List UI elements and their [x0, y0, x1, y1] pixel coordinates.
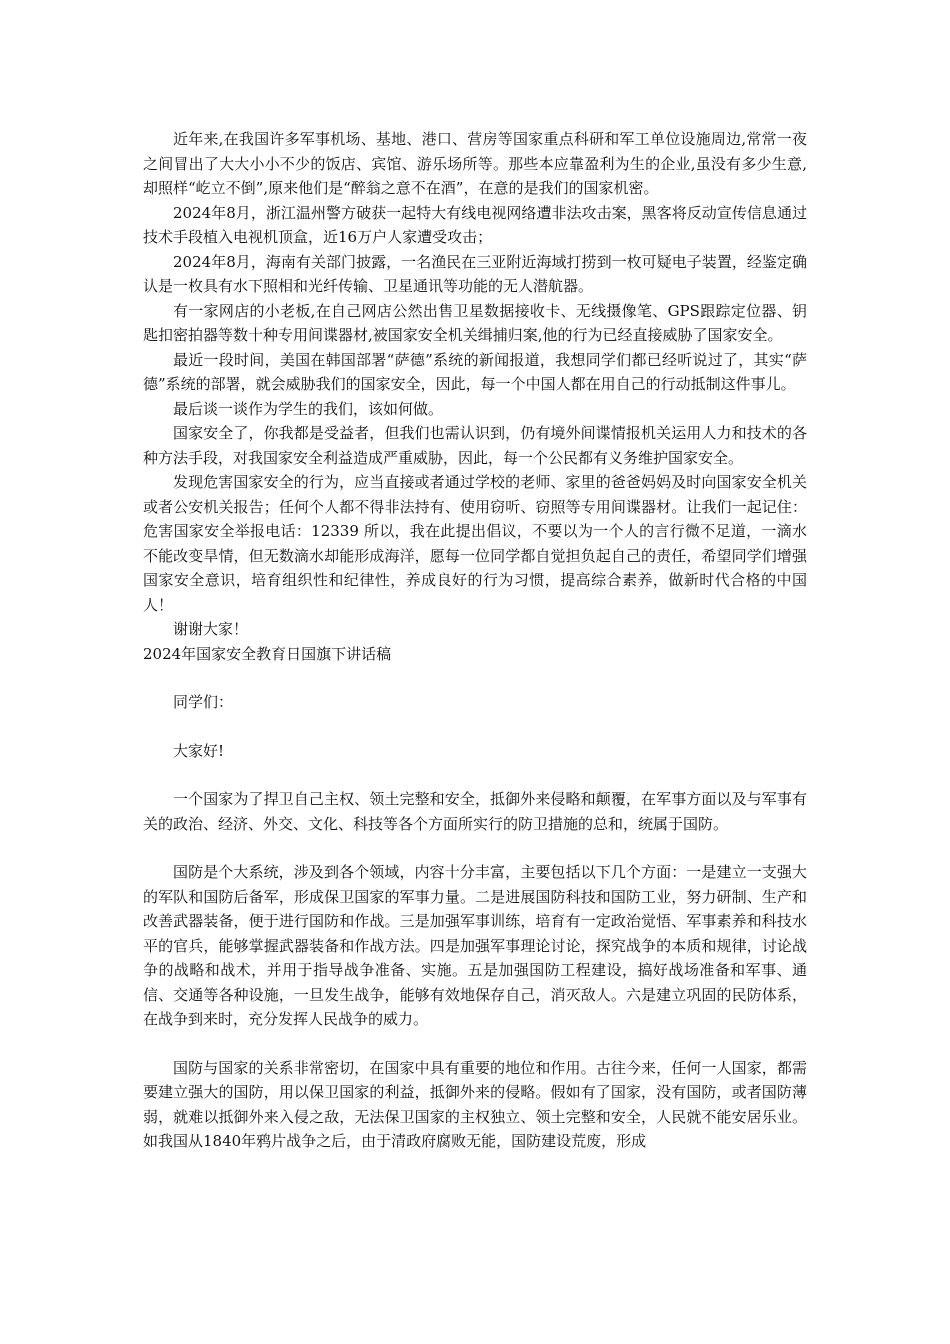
- paragraph-military-facilities: 近年来,在我国许多军事机场、基地、港口、营房等国家重点科研和军工单位设施周边,常常一夜之间冒出了大大小小不少的饭店、宾馆、游乐场所等。那些本应靠盈利为生的企业,虽没有多少生意,却照样“屹立不倒”,原来他们是“醉翁之意不在酒”，在意的是我们的国家机密。: [143, 130, 807, 197]
- document-page: [143, 127, 807, 1154]
- paragraph-what-students-do: 最后谈一谈作为学生的我们，该如何做。: [173, 399, 444, 418]
- paragraph-hainan-case: 2024年8月，海南有关部门披露，一名渔民在三亚附近海域打捞到一枚可疑电子装置，经鉴定确认是一枚具有水下照相和光纤传输、卫星通讯等功能的无人潜航器。: [143, 252, 807, 295]
- paragraph-beneficiaries: 国家安全了，你我都是受益者，但我们也需认识到，仍有境外间谍情报机关运用人力和技术的各种方法手段，对我国家安全利益造成严重威胁，因此，每一个公民都有义务维护国家安全。: [143, 424, 807, 467]
- paragraph-defense-system: 国防是个大系统，涉及到各个领域，内容十分丰富，主要包括以下几个方面：一是建立一支强大的军队和国防后备军，形成保卫国家的军事力量。二是进展国防科技和国防工业，努力研制、生产和改善武器装备，便于进行国防和作战。三是加强军事训练，培育有一定政治觉悟、军事素养和科技水平的官兵，能够掌握武器装备和作战方法。四是加强军事理论讨论，探究战争的本质和规律，讨论战争的战略和战术，并用于指导战争准备、实施。五是加强国防工程建设，搞好战场准备和军事、通信、交通等各种设施，一旦发生战争，能够有效地保存自己，消灭敌人。六是建立巩固的民防体系，在战争到来时，充分发挥人民战争的威力。: [143, 863, 807, 1028]
- spacer: [143, 836, 807, 860]
- spacer: [143, 763, 807, 787]
- paragraph-thaad: 最近一段时间，美国在韩国部署“萨德”系统的新闻报道，我想同学们都已经听说过了，其实“萨德”系统的部署，就会威胁我们的国家安全，因此，每一个中国人都在用自己的行动抵制这件事儿。: [143, 350, 807, 393]
- speech-title: 2024年国家安全教育日国旗下讲话稿: [143, 644, 392, 663]
- paragraph-online-shop-case: 有一家网店的小老板,在自己网店公然出售卫星数据接收卡、无线摄像笔、GPS跟踪定位器、钥匙扣密拍器等数十种专用间谍器材,被国家安全机关缉捕归案,他的行为已经直接威胁了国家安全。: [143, 301, 807, 344]
- spacer: [143, 666, 807, 690]
- paragraph-defense-definition: 一个国家为了捍卫自己主权、领土完整和安全，抵御外来侵略和颠覆，在军事方面以及与军事有关的政治、经济、外交、文化、科技等各个方面所实行的防卫措施的总和，统属于国防。: [143, 790, 807, 833]
- paragraph-wenzhou-case: 2024年8月，浙江温州警方破获一起特大有线电视网络遭非法攻击案，黑客将反动宣传信息通过技术手段植入电视机顶盒，近16万户人家遭受攻击；: [143, 203, 807, 246]
- paragraph-thanks: 谢谢大家！: [173, 620, 249, 638]
- greeting: 同学们：: [173, 693, 234, 711]
- paragraph-report-hotline: 发现危害国家安全的行为，应当直接或者通过学校的老师、家里的爸爸妈妈及时向国家安全机关或者公安机关报告；任何个人都不得非法持有、使用窃听、窃照等专用间谍器材。让我们一起记住：危害国家安全举报电话：12339 所以，我在此提出倡议，不要以为一个人的言行微不足道，一滴水不能改变旱情，但无数滴水却能形成海洋，愿每一位同学都自觉担负起自己的责任，希望同学们增强国家安全意识，培育组织性和纪律性，养成良好的行为习惯，提高综合素养，做新时代合格的中国人！: [143, 473, 807, 614]
- spacer: [143, 715, 807, 739]
- spacer: [143, 1032, 807, 1056]
- paragraph-defense-relation: 国防与国家的关系非常密切，在国家中具有重要的地位和作用。古往今来，任何一人国家，都需要建立强大的国防，用以保卫国家的利益，抵御外来的侵略。假如有了国家，没有国防，或者国防薄弱，就难以抵御外来入侵之敌，无法保卫国家的主权独立、领土完整和安全，人民就不能安居乐业。如我国从1840年鸦片战争之后，由于清政府腐败无能，国防建设荒废，形成: [143, 1058, 807, 1150]
- hello: 大家好!: [173, 741, 225, 760]
